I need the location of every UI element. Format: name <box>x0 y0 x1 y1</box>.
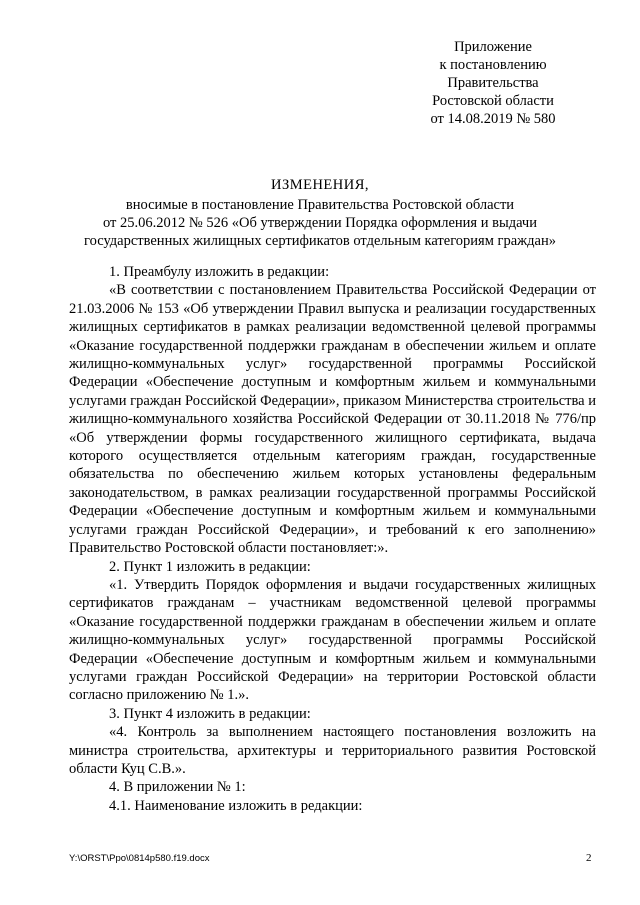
footer-file-path: Y:\ORST\Ppo\0814p580.f19.docx <box>69 853 210 864</box>
footer-page-number: 2 <box>586 852 592 864</box>
title-line: от 25.06.2012 № 526 «Об утверждении Порядка оформления и выдачи <box>103 215 537 231</box>
document-body <box>69 263 596 815</box>
annex-header <box>400 38 586 128</box>
paragraph-item-4: 4. В приложении № 1: <box>109 779 246 796</box>
title-line: вносимые в постановление Правительства Ростовской области <box>125 197 515 213</box>
title-heading: ИЗМЕНЕНИЯ, <box>270 177 370 193</box>
paragraph-item-2: 2. Пункт 1 изложить в редакции: <box>109 558 311 575</box>
title-line: государственных жилищных сертификатов отдельным категориям граждан» <box>84 233 556 249</box>
annex-date-line: от 14.08.2019 № 580 <box>430 111 556 127</box>
paragraph-point-4-text: «4. Контроль за выполнением настоящего постановления возложить на министра строительства, архитектуры и территориального развития Ростовской области Куц С.В.». <box>69 724 596 777</box>
paragraph-point-1-text: «1. Утвердить Порядок оформления и выдачи государственных жилищных сертификатов гражданам – участникам ведомственной целевой программы «Оказание государственной поддержки гражданам в обеспечении жильем и оплате жилищно-коммунальных услуг» государственной программы Российской Федерации «Обеспечение доступным и комфортным жильем и коммунальными услугами граждан Российской Федерации» на территории Ростовской области согласно приложению № 1.». <box>69 576 596 704</box>
paragraph-preamble-text: «В соответствии с постановлением Правительства Российской Федерации от 21.03.2006 № 153 «Об утверждении Правил выпуска и реализации государственных жилищных сертификатов в рамках реализации ведомственной целевой программы «Оказание государственной поддержки гражданам в обеспечении жильем и оплате жилищно-коммунальных услуг» государственной программы Российской Федерации «Обеспечение доступным и комфортным жильем и коммунальными услугами граждан Российской Федерации», приказом Министерства строительства и жилищно-коммунального хозяйства Российской Федерации от 30.11.2018 № 776/пр «Об утверждении формы государственного жилищного сертификата, выдача которого осуществляется отдельным категориям граждан, государственные обязательства по обеспечению жильем которых установлены федеральным законодательством, в рамках реализации государственной программы Российской Федерации «Обеспечение доступным и комфортным жильем и коммунальными услугами граждан Российской Федерации», и требований к его заполнению» Правительство Ростовской области постановляет:». <box>69 282 596 557</box>
annex-line: Приложение <box>454 39 532 55</box>
paragraph-item-4-1: 4.1. Наименование изложить в редакции: <box>109 797 363 814</box>
paragraph-item-3: 3. Пункт 4 изложить в редакции: <box>109 705 311 722</box>
paragraph-item-1: 1. Преамбулу изложить в редакции: <box>109 264 330 280</box>
annex-line: к постановлению <box>439 57 547 73</box>
document-title <box>50 176 590 250</box>
annex-line: Правительства <box>447 75 539 91</box>
annex-line: Ростовской области <box>432 93 554 109</box>
